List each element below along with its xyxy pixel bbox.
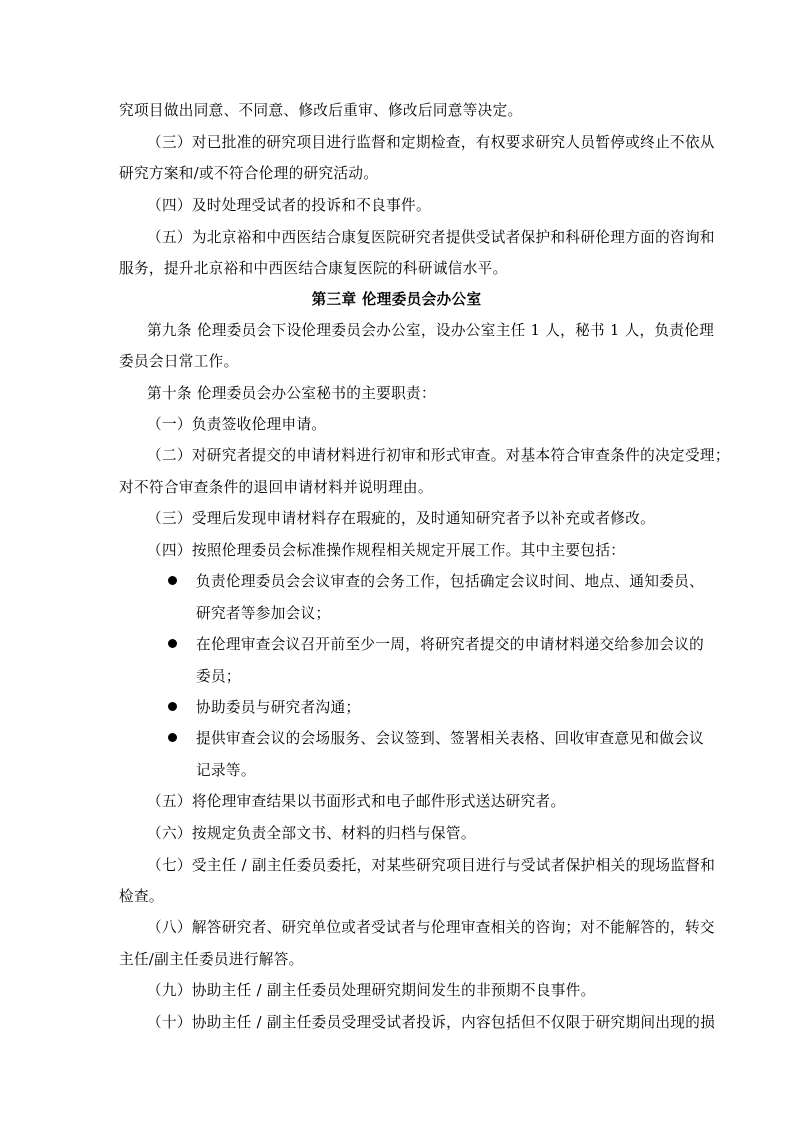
bullet-icon: [168, 639, 177, 648]
text-line: （二）对研究者提交的申请材料进行初审和形式审查。对基本符合审查条件的决定受理；: [147, 447, 730, 464]
article-paragraph: 第十条 伦理委员会办公室秘书的主要职责：: [147, 385, 436, 402]
text-line: 究项目做出同意、不同意、修改后重审、修改后同意等决定。: [119, 102, 523, 119]
text-line: 研究方案和/或不符合伦理的研究活动。: [119, 165, 379, 182]
bullet-icon: [168, 576, 177, 585]
bullet-icon: [168, 733, 177, 742]
text-line: （九）协助主任 / 副主任委员处理研究期间发生的非预期不良事件。: [147, 982, 596, 999]
bullet-icon: [168, 702, 177, 711]
text-line: 检查。: [119, 888, 164, 905]
text-line: 主任/副主任委员进行解答。: [119, 951, 304, 968]
bullet-item: 协助委员与研究者沟通；: [196, 699, 361, 716]
bullet-item: 在伦理审查会议召开前至少一周，将研究者提交的申请材料递交给参加会议的: [196, 636, 705, 653]
bullet-item: 负责伦理委员会会议审查的会务工作，包括确定会议时间、地点、通知委员、: [196, 573, 705, 590]
text-line: （三）对已批准的研究项目进行监督和定期检查，有权要求研究人员暂停或终止不依从: [147, 134, 715, 151]
text-line: （八）解答研究者、研究单位或者受试者与伦理审查相关的咨询；对不能解答的，转交: [147, 919, 715, 936]
bullet-item-continued: 委员；: [196, 668, 241, 685]
article-paragraph: 第九条 伦理委员会下设伦理委员会办公室，设办公室主任 1 人，秘书 1 人，负责伦理: [147, 322, 715, 339]
text-line: （十）协助主任 / 副主任委员受理受试者投诉，内容包括但不仅限于研究期间出现的损: [147, 1014, 716, 1031]
chapter-heading: 第三章 伦理委员会办公室: [311, 291, 482, 308]
bullet-item: 提供审查会议的会场服务、会议签到、签署相关表格、回收审查意见和做会议: [196, 730, 705, 747]
text-line: （六）按规定负责全部文书、材料的归档与保管。: [147, 825, 476, 842]
text-line: 委员会日常工作。: [119, 353, 239, 370]
text-line: 对不符合审查条件的退回申请材料并说明理由。: [119, 479, 433, 496]
text-line: （一）负责签收伦理申请。: [147, 416, 327, 433]
text-line: （七）受主任 / 副主任委员委托，对某些研究项目进行与受试者保护相关的现场监督和: [147, 857, 716, 874]
text-line: （五）为北京裕和中西医结合康复医院研究者提供受试者保护和科研伦理方面的咨询和: [147, 229, 715, 246]
text-line: （五）将伦理审查结果以书面形式和电子邮件形式送达研究者。: [147, 793, 566, 810]
text-line: （三）受理后发现申请材料存在瑕疵的，及时通知研究者予以补充或者修改。: [147, 510, 656, 527]
text-line: （四）及时处理受试者的投诉和不良事件。: [147, 197, 431, 214]
bullet-item-continued: 记录等。: [196, 762, 256, 779]
text-line: （四）按照伦理委员会标准操作规程相关规定开展工作。其中主要包括：: [147, 542, 626, 559]
text-line: 服务，提升北京裕和中西医结合康复医院的科研诚信水平。: [119, 260, 508, 277]
bullet-item-continued: 研究者等参加会议；: [196, 605, 331, 622]
